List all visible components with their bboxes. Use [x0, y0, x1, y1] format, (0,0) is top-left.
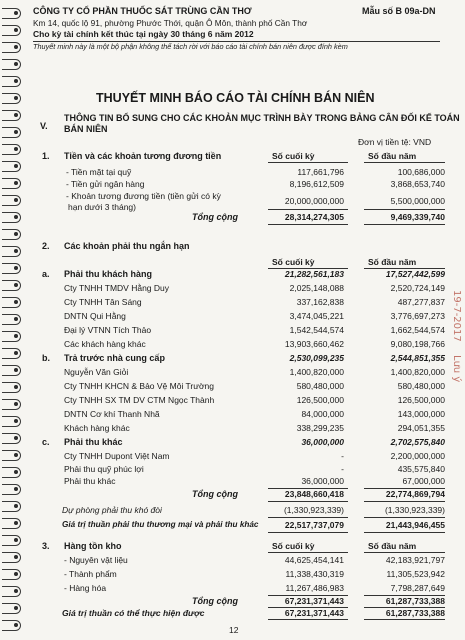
s3-title: Hàng tồn kho — [64, 541, 122, 551]
binding-hole — [14, 130, 18, 134]
s3-row-value-1: 11,267,486,983 — [285, 583, 344, 593]
s1-row-value-2: 100,686,000 — [397, 167, 445, 177]
s1-title: Tiền và các khoản tương đương tiền — [64, 151, 222, 161]
s1-total-label: Tổng cộng — [192, 212, 238, 222]
binding-ring — [2, 603, 21, 614]
binding-ring — [2, 586, 21, 597]
s2b-value-1: 2,530,099,235 — [289, 353, 344, 363]
binding-hole — [14, 181, 18, 185]
s1-col1-header: Số cuối kỳ — [272, 151, 315, 161]
binding-ring — [2, 263, 21, 274]
binding-ring — [2, 620, 21, 631]
binding-hole — [14, 521, 18, 525]
s2a-row-label: Cty TNHH TMDV Hằng Duy — [64, 283, 170, 293]
s2a-row-value-1: 337,162,838 — [296, 297, 344, 307]
s2b-row-label: Khách hàng khác — [64, 423, 130, 433]
s3-row-label: - Nguyên vật liệu — [64, 555, 128, 565]
section-title-line2: BÁN NIÊN — [64, 124, 108, 134]
section-title-line1: THÔNG TIN BỔ SUNG CHO CÁC KHOẢN MỤC TRÌNH BÀY TRONG BẢNG CÂN ĐỐI KẾ TOÁN — [64, 113, 460, 123]
binding-hole — [14, 147, 18, 151]
binding-ring — [2, 229, 21, 240]
s3-total-value-1: 67,231,371,443 — [284, 596, 344, 606]
binding-ring — [2, 280, 21, 291]
s3-net-value-1: 67,231,371,443 — [284, 608, 344, 618]
s2-net-label: Giá trị thuần phải thu thương mại và phải thu khác — [62, 520, 259, 529]
binding-ring — [2, 382, 21, 393]
binding-hole — [14, 96, 18, 100]
s3-net-label: Giá trị thuần có thể thực hiện được — [62, 608, 205, 618]
binding-hole — [14, 11, 18, 15]
binding-hole — [14, 368, 18, 372]
binding-ring — [2, 365, 21, 376]
s1-sum-rule-1 — [268, 209, 348, 210]
binding-hole — [14, 436, 18, 440]
s2a-letter: a. — [42, 269, 50, 279]
binding-hole — [14, 419, 18, 423]
s2b-value-2: 2,544,851,355 — [390, 353, 445, 363]
s2-total-rule-2 — [364, 501, 445, 502]
binding-ring — [2, 399, 21, 410]
binding-ring — [2, 484, 21, 495]
s1-row-label: - Tiền mặt tại quỹ — [66, 167, 132, 177]
binding-hole — [14, 555, 18, 559]
s2a-row-label: DNTN Qui Hằng — [64, 311, 126, 321]
s1-row-label: - Tiền gửi ngân hàng — [66, 179, 145, 189]
s3-row-value-1: 44,625,454,141 — [284, 555, 344, 565]
s2-provision-value-1: (1,330,923,339) — [283, 505, 344, 515]
s3-row-value-1: 11,338,430,319 — [285, 569, 344, 579]
page-number: 12 — [229, 625, 239, 635]
s2-net-value-1: 22,517,737,079 — [284, 520, 344, 530]
s2-provision-label: Dự phòng phải thu khó đòi — [62, 505, 162, 515]
s2b-letter: b. — [42, 353, 50, 363]
s1-total-value-2: 9,469,339,740 — [390, 212, 445, 222]
binding-hole — [14, 164, 18, 168]
s2c-row-label: Cty TNHH Dupont Việt Nam — [64, 451, 170, 461]
s3-row-value-2: 7,798,287,649 — [390, 583, 445, 593]
s2a-row-value-2: 9,080,198,766 — [390, 339, 445, 349]
s1-row-value-1: 8,196,612,509 — [289, 179, 344, 189]
binding-ring — [2, 42, 21, 53]
binding-ring — [2, 348, 21, 359]
binding-hole — [14, 572, 18, 576]
s2b-row-value-1: 338,299,235 — [296, 423, 344, 433]
s2-prov-rule-1 — [268, 517, 348, 518]
binding-ring — [2, 178, 21, 189]
s2a-row-label: Đại lý VTNN Tích Thảo — [64, 325, 152, 335]
binding-hole — [14, 402, 18, 406]
binding-ring — [2, 76, 21, 87]
s2b-row-value-2: 126,500,000 — [397, 395, 445, 405]
binding-hole — [14, 232, 18, 236]
s2-title: Các khoản phải thu ngắn hạn — [64, 241, 190, 251]
s3-col1-rule — [268, 552, 348, 553]
binding-hole — [14, 79, 18, 83]
s2c-row-label: Phải thu quỹ phúc lợi — [64, 464, 144, 474]
s2-col1-header: Số cuối kỳ — [272, 257, 315, 267]
s2b-row-value-1: 84,000,000 — [301, 409, 344, 419]
s2b-row-value-1: 126,500,000 — [296, 395, 344, 405]
s1-total-rule-2 — [364, 224, 445, 225]
s1-col2-rule — [364, 162, 445, 163]
s2c-row-value-2: 67,000,000 — [402, 476, 445, 486]
s2-prov-rule-2 — [364, 517, 445, 518]
s2-net-rule-2 — [364, 532, 445, 533]
report-period: Cho kỳ tài chính kết thúc tại ngày 30 tháng 6 năm 2012 — [33, 29, 254, 39]
margin-handwritten-note: 19-7-2017 — [451, 290, 462, 342]
binding-hole — [14, 487, 18, 491]
binding-hole — [14, 45, 18, 49]
s2c-row-value-1: - — [341, 451, 344, 461]
s3-number: 3. — [42, 541, 50, 551]
s2b-row-value-2: 1,400,820,000 — [390, 367, 445, 377]
section-number: V. — [40, 121, 48, 131]
s3-col1-header: Số cuối kỳ — [272, 541, 315, 551]
header-note: Thuyết minh này là một bộ phận không thể tách rời với báo cáo tài chính bán niên được đính kèm — [33, 42, 348, 51]
s2b-row-label: Nguyễn Văn Giỏi — [64, 367, 129, 377]
binding-ring — [2, 161, 21, 172]
s1-row-label: - Khoản tương đương tiền (tiền gửi có kỳ — [66, 191, 221, 201]
binding-ring — [2, 246, 21, 257]
s2c-row-value-2: 2,200,000,000 — [390, 451, 445, 461]
binding-ring — [2, 552, 21, 563]
s3-col2-rule — [364, 552, 445, 553]
binding-ring — [2, 433, 21, 444]
s2-total-value-1: 23,848,660,418 — [284, 489, 344, 499]
s2c-value-2: 2,702,575,840 — [390, 437, 445, 447]
s2b-row-value-1: 580,480,000 — [296, 381, 344, 391]
binding-hole — [14, 589, 18, 593]
s2a-row-value-1: 3,474,045,221 — [289, 311, 344, 321]
s2b-title: Trả trước nhà cung cấp — [64, 353, 165, 363]
margin-handwritten-note: Lưu ý — [451, 355, 462, 383]
binding-ring — [2, 25, 21, 36]
s2b-row-value-2: 580,480,000 — [397, 381, 445, 391]
s2a-value-2: 17,527,442,599 — [385, 269, 445, 279]
s2b-row-value-2: 294,051,355 — [397, 423, 445, 433]
s1-row-value-1: 20,000,000,000 — [284, 196, 344, 206]
s2a-row-value-1: 2,025,148,088 — [289, 283, 344, 293]
page-title: THUYẾT MINH BÁO CÁO TÀI CHÍNH BÁN NIÊN — [96, 91, 375, 105]
binding-hole — [14, 28, 18, 32]
s1-total-value-1: 28,314,274,305 — [284, 212, 344, 222]
s2a-row-value-1: 1,542,544,574 — [289, 325, 344, 335]
binding-ring — [2, 518, 21, 529]
company-address: Km 14, quốc lộ 91, phường Phước Thới, quận Ô Môn, thành phố Cần Thơ — [33, 18, 308, 28]
s2-total-value-2: 22,774,869,794 — [385, 489, 445, 499]
s2c-row-label: Phải thu khác — [64, 476, 116, 486]
binding-ring — [2, 569, 21, 580]
s2a-title: Phải thu khách hàng — [64, 269, 153, 279]
s2c-title: Phải thu khác — [64, 437, 123, 447]
binding-ring — [2, 93, 21, 104]
s3-total-value-2: 61,287,733,388 — [385, 596, 445, 606]
s2a-row-value-1: 13,903,660,462 — [284, 339, 344, 349]
s2c-row-value-2: 435,575,840 — [397, 464, 445, 474]
binding-ring — [2, 127, 21, 138]
binding-hole — [14, 283, 18, 287]
s3-col2-header: Số đầu năm — [368, 541, 417, 551]
s2b-row-value-2: 143,000,000 — [397, 409, 445, 419]
s1-col1-rule — [268, 162, 348, 163]
binding-hole — [14, 249, 18, 253]
binding-ring — [2, 501, 21, 512]
binding-hole — [14, 538, 18, 542]
s1-total-rule-1 — [268, 224, 348, 225]
binding-ring — [2, 110, 21, 121]
s1-col2-header: Số đầu năm — [368, 151, 417, 161]
form-code: Mẫu số B 09a-DN — [362, 6, 436, 16]
s2b-row-label: Cty TNHH KHCN & Bảo Vệ Môi Trường — [64, 381, 214, 391]
binding-hole — [14, 266, 18, 270]
s1-number: 1. — [42, 151, 50, 161]
s2-total-rule-1 — [268, 501, 348, 502]
s2a-row-value-2: 1,662,544,574 — [390, 325, 445, 335]
s2a-row-label: Cty TNHH Tân Sáng — [64, 297, 142, 307]
s3-net-rule-1 — [268, 619, 348, 620]
s2b-row-value-1: 1,400,820,000 — [289, 367, 344, 377]
s1-row-value-2: 5,500,000,000 — [390, 196, 445, 206]
spiral-binding — [0, 0, 24, 640]
s3-total-label: Tổng cộng — [192, 596, 238, 606]
binding-ring — [2, 195, 21, 206]
binding-ring — [2, 450, 21, 461]
s2b-row-label: Cty TNHH SX TM DV CTM Ngọc Thành — [64, 395, 215, 405]
binding-hole — [14, 62, 18, 66]
binding-hole — [14, 504, 18, 508]
binding-ring — [2, 467, 21, 478]
binding-hole — [14, 317, 18, 321]
s3-net-value-2: 61,287,733,388 — [385, 608, 445, 618]
binding-hole — [14, 623, 18, 627]
s3-row-value-2: 11,305,523,942 — [386, 569, 445, 579]
s2a-value-1: 21,282,561,183 — [284, 269, 344, 279]
s2-col2-header: Số đầu năm — [368, 257, 417, 267]
binding-hole — [14, 300, 18, 304]
binding-hole — [14, 453, 18, 457]
currency-unit: Đơn vị tiền tệ: VND — [358, 137, 432, 147]
s3-net-rule-2 — [364, 619, 445, 620]
company-name: CÔNG TY CỔ PHẦN THUỐC SÁT TRÙNG CẦN THƠ — [33, 6, 252, 16]
binding-ring — [2, 416, 21, 427]
binding-ring — [2, 314, 21, 325]
s2-net-value-2: 21,443,946,455 — [385, 520, 445, 530]
s1-sum-rule-2 — [364, 209, 445, 210]
binding-ring — [2, 8, 21, 19]
s3-row-label: - Hàng hóa — [64, 583, 107, 593]
s2a-row-value-2: 2,520,724,149 — [390, 283, 445, 293]
s2-number: 2. — [42, 241, 50, 251]
s2c-letter: c. — [42, 437, 50, 447]
binding-ring — [2, 535, 21, 546]
binding-hole — [14, 385, 18, 389]
binding-hole — [14, 470, 18, 474]
binding-hole — [14, 606, 18, 610]
binding-hole — [14, 334, 18, 338]
s1-row-value-1: 117,661,796 — [297, 167, 344, 177]
binding-ring — [2, 297, 21, 308]
s1-row-value-2: 3,868,653,740 — [390, 179, 445, 189]
s2-total-label: Tổng cộng — [192, 489, 238, 499]
binding-ring — [2, 59, 21, 70]
s2c-value-1: 36,000,000 — [301, 437, 344, 447]
binding-hole — [14, 215, 18, 219]
s2-provision-value-2: (1,330,923,339) — [384, 505, 445, 515]
s2c-row-value-1: 36,000,000 — [301, 476, 344, 486]
binding-ring — [2, 144, 21, 155]
s2a-row-value-2: 487,277,837 — [397, 297, 445, 307]
binding-hole — [14, 351, 18, 355]
s2a-row-value-2: 3,776,697,273 — [390, 311, 445, 321]
s2-net-rule-1 — [268, 532, 348, 533]
s2c-row-value-1: - — [341, 464, 344, 474]
binding-ring — [2, 331, 21, 342]
binding-hole — [14, 113, 18, 117]
s1-row-label-cont: hạn dưới 3 tháng) — [68, 202, 136, 212]
s2b-row-label: DNTN Cơ khí Thanh Nhã — [64, 409, 160, 419]
s2a-row-label: Các khách hàng khác — [64, 339, 146, 349]
s3-row-value-2: 42,183,921,797 — [385, 555, 445, 565]
binding-hole — [14, 198, 18, 202]
binding-ring — [2, 212, 21, 223]
s3-row-label: - Thành phẩm — [64, 569, 117, 579]
